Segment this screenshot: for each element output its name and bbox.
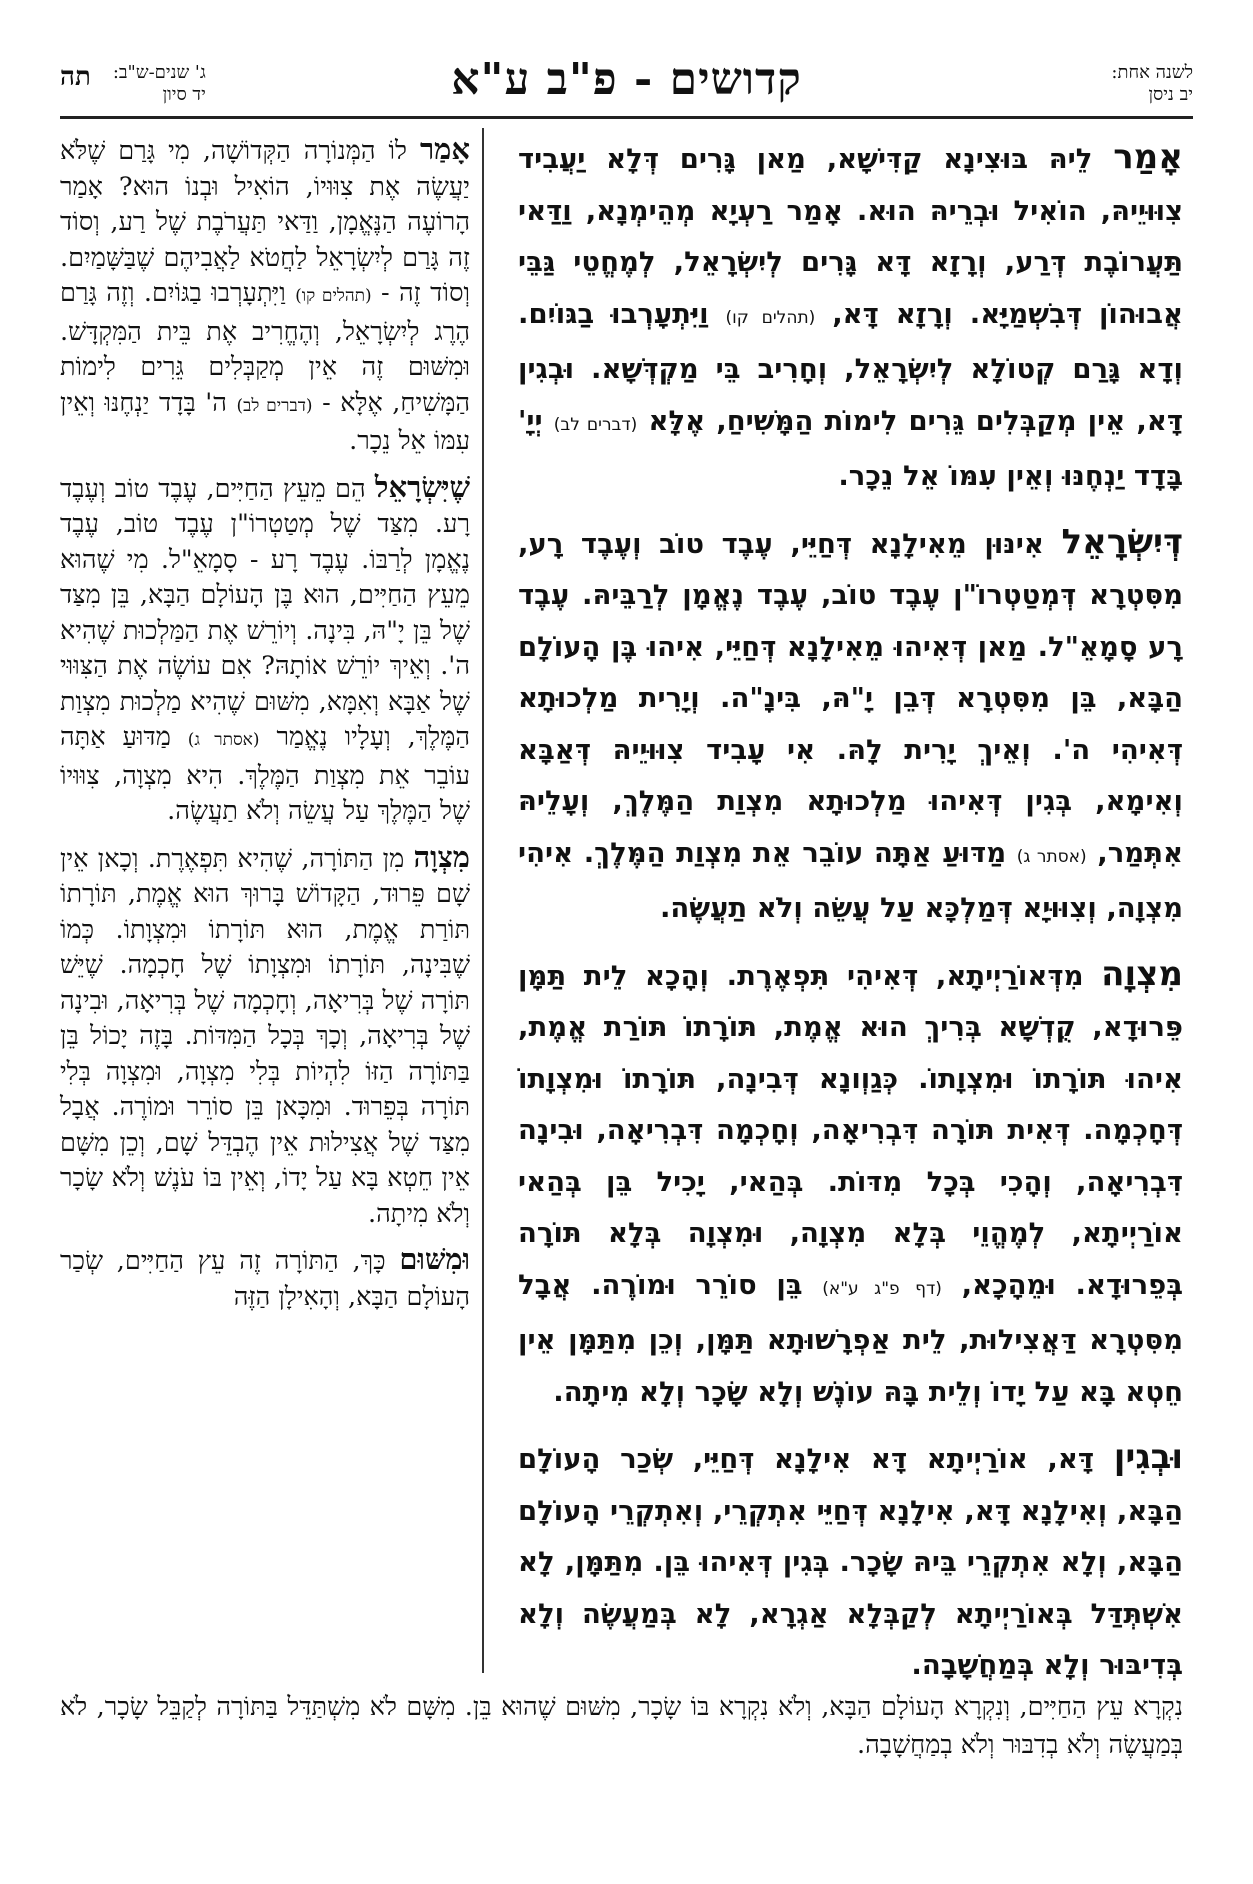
header-schedule-line1: ג' שנים-ש"ב: [112,62,206,83]
header-year-line1: לשנה אחת: [1111,62,1193,83]
source-reference: (אסתר ג) [187,730,260,750]
paragraph-lead-word: דְּיִשְׂרָאֵל [1061,521,1184,562]
main-paragraph-1 [518,132,1183,503]
paragraph-text: כָּךְ, הַתּוֹרָה זֶה עֵץ הַחַיִּים, שְׂכַר הָעוֹלָם הַבָּא, וְהָאִילָן הַזֶּה [60,1246,470,1312]
paragraph-lead-word: וּמִשּׁוּם [399,1242,471,1276]
source-reference: (דף פ"ג ע"א) [822,1278,942,1299]
source-reference: (אסתר ג) [1016,846,1087,867]
paragraph-text: לֵיהּ בּוּצִינָא קַדִּישָׁא, מַאן גָּרִים דְּלָא יַעֲבִיד צִוּוּיֵיהּ, הוֹאִיל וּבְרֵיהּ הוּא. אָמַר רַעְיָא מְהֵימְנָא, וַדַּאי תַּעֲרוֹבֶת דְּרַע, וְרָזָא דָּא גָּרִים לְיִשְׂרָאֵל, לְמֶחֱטֵי גַּבֵּי אֲבוּהוֹן דְּבִשְׁמַיָּא. וְרָזָא דָּא, [518,143,1184,330]
paragraph-lead-word: מִצְוָה [413,839,470,874]
page-number: תה [60,62,91,92]
header-schedule-info [113,62,206,106]
paragraph-text: וַיִּתְעָרְבוּ בַגּוֹיִם. וְזֶה גָּרַם הֶרֶג לְיִשְׂרָאֵל, וְהֶחֱרִיב אֶת בֵּית הַמִּקְדָּשׁ. וּמִשּׁוּם זֶה אֵין מְקַבְּלִים גֵּרִים לִימוֹת הַמָּשִׁיחַ, אֶלָּא - [60,278,470,418]
bottom-continuation [60,1688,1183,1764]
paragraph-text: ה' בָּדָד יַנְחֶנּוּ וְאֵין עִמּוֹ אֵל נֵכָר. [60,387,470,456]
page-title: קדושים - פ"ב ע"א [451,54,802,105]
translation-column [60,132,470,1325]
paragraph-text: הֵם מֵעֵץ הַחַיִּים, עֶבֶד טוֹב וְעֶבֶד רָע. מִצַּד שֶׁל מְטַטְרוֹ"ן עֶבֶד טוֹב, עֶבֶד נֶאֱמָן לְרַבּוֹ. עֶבֶד רָע - סָמָאֵ"ל. מִי שֶׁהוּא מֵעֵץ הַחַיִּים, הוּא בֶּן הָעוֹלָם הַבָּא, בֵּן מִצַּד שֶׁל בֵּן יָ"הּ, בִּינָה. וְיוֹרֵשׁ אֶת הַמַּלְכוּת שֶׁהִיא ה'. וְאֵיךְ יוֹרֵשׁ אוֹתָהּ? אִם עוֹשֶׂה אֶת הַצִּוּוּי שֶׁל אַבָּא וְאִמָּא, מִשּׁוּם שֶׁהִיא מַלְכוּת מִצְוַת הַמֶּלֶךְ, וְעָלָיו נֶאֱמַר [60,473,471,752]
paragraph-text: וַיִּתְעָרְבוּ בַגּוֹיִם. וְדָא גָּרַם קְטוֹלָא לְיִשְׂרָאֵל, וְחָרִיב בֵּי מַקְדְּשָׁא. וּבְגִין דָּא, אֵין מְקַבְּלִים גֵּרִים לִימוֹת הַמָּשִׁיחַ, אֶלָּא [518,297,1184,437]
column-divider [482,128,484,1673]
paragraph-text: מַדּוּעַ אַתָּה עוֹבֵר אֵת מִצְוַת הַמֶּלֶךְ. אִיהִי מִצְוָה, וְצִוּוּיָא דְּמַלְכָּא עַל עֲשֵׂה וְלֹא תַעֲשֶׂה. [518,836,1183,924]
main-column [518,132,1183,1706]
paragraph-text: דָּא, אוֹרַיְיתָא דָּא אִילָנָא דְּחַיֵּי, שְׂכַר הָעוֹלָם הַבָּא, וְאִילָנָא דָּא, אִילָנָא דְּחַיֵּי אִתְקְרֵי, וְאִתְקְרֵי הָעוֹלָם הַבָּא, וְלָא אִתְקְרֵי בֵּיהּ שָׂכָר. בְּגִין דְּאִיהוּ בֵּן. מִתַּמָּן, לָא אִשְׁתְּדַּל בְּאוֹרַיְיתָא לְקַבְּלָא אַגְרָא, לָא בְּמַעֲשֶׂה וְלָא בְּדִיבּוּר וְלָא בְּמַחֲשָׁבָה. [518,1443,1183,1681]
paragraph-text: יְיָ' בָּדָד יַנְחֶנּוּ וְאֵין עִמּוֹ אֵל נֵכָר. [518,404,1183,492]
page-header [60,50,1193,120]
main-paragraph-4 [518,1432,1183,1692]
paragraph-text: מִן הַתּוֹרָה, שֶׁהִיא תִּפְאֶרֶת. וְכָאן אֵין שָׁם פֵּרוּד, הַקָּדוֹשׁ בָּרוּךְ הוּא אֱמֶת, תּוֹרָתוֹ תּוֹרַת אֱמֶת, הוּא תּוֹרָתוֹ וּמִצְוָתוֹ. כְּמוֹ שֶׁבִּינָה, תּוֹרָתוֹ וּמִצְוָתוֹ שֶׁל חָכְמָה. שֶׁיֵּשׁ תּוֹרָה שֶׁל בְּרִיאָה, וְחָכְמָה שֶׁל בְּרִיאָה, וּבִינָה שֶׁל בְּרִיאָה, וְכָךְ בְּכָל הַמִּדּוֹת. בָּזֶה יָכוֹל בֵּן בַּתּוֹרָה הַזּוֹ לִהְיוֹת בְּלִי מִצְוָה, וּמִצְוָה בְּלִי תּוֹרָה בְּפֵרוּד. וּמִכָּאן בֵּן סוֹרֵר וּמוֹרֶה. אֲבָל מִצַּד שֶׁל אֲצִילוּת אֵין הֶבְדֵּל שָׁם, וְכֵן מִשָּׁם אֵין חֵטְא בָּא עַל יָדוֹ, וְאֵין בּוֹ עֹנֶשׁ וְלֹא שָׂכָר וְלֹא מִיתָה. [60,843,470,1229]
paragraph-text: בֵּן סוֹרֵר וּמוֹרֶה. אֲבָל מִסִּטְרָא דַּאֲצִילוּת, לֵית אַפְרָשׁוּתָא תַּמָּן, וְכֵן מִתַּמָּן אֵין חֵטְא בָּא עַל יָדוֹ וְלֵית בָּהּ עוֹנֶשׁ וְלָא שָׂכָר וְלָא מִיתָה. [518,1268,1183,1408]
paragraph-text: מַדּוּעַ אַתָּה עוֹבֵר אֵת מִצְוַת הַמֶּלֶךְ. הִיא מִצְוָה, צִוּוּיוֹ שֶׁל הַמֶּלֶךְ עַל עֲשֵׂה וְלֹא תַעֲשֶׂה. [60,722,470,826]
continuation-text: נִקְרָא עֵץ הַחַיִּים, וְנִקְרָא הָעוֹלָם הַבָּא, וְלֹא נִקְרָא בּוֹ שָׂכָר, מִשּׁוּם שֶׁהוּא בֵּן. מִשָּׁם לֹא מִשְׁתַּדֵּל בַּתּוֹרָה לְקַבֵּל שָׂכָר, לֹא בְּמַעֲשֶׂה וְלֹא בְדִבּוּר וְלֹא בְמַחֲשָׁבָה. [60,1692,1183,1760]
source-reference: (תהלים קו) [295,286,372,306]
paragraph-text: לוֹ הַמְּנוֹרָה הַקְּדוֹשָׁה, מִי גָּרַם שֶׁלֹּא יַעֲשֶׂה אֶת צִוּוּיוֹ, הוֹאִיל וּבְנוֹ הוּא? אָמַר הָרוֹעֶה הַנֶּאֱמָן, וַדַּאי תַּעֲרֹבֶת שֶׁל רַע, וְסוֹד זֶה גָּרַם לְיִשְׂרָאֵל לַחֲטֹא לַאֲבִיהֶם שֶׁבַּשָּׁמַיִם. וְסוֹד זֶה - [60,136,470,308]
header-left-block [60,62,206,106]
main-paragraph-2 [518,517,1183,935]
side-paragraph-1 [60,132,470,460]
header-schedule-line2: יד סיון [162,84,206,105]
source-reference: (דברים לב) [553,414,638,435]
header-year-line2: יב ניסן [1148,84,1193,105]
paragraph-lead-word: אָמַר [419,132,470,166]
paragraph-text: מִדְּאוֹרַיְיתָא, דְּאִיהִי תִּפְאֶרֶת. וְהָכָא לֵית תַּמָּן פֵּרוּדָא, קֻדְשָׁא בְּרִיךְ הוּא אֱמֶת, תּוֹרָתוֹ תּוֹרַת אֱמֶת, אִיהוּ תּוֹרָתוֹ וּמִצְוָתוֹ. כְּגַוְונָא דְּבִינָה, תּוֹרָתוֹ וּמִצְוָתוֹ דְּחָכְמָה. דְּאִית תּוֹרָה דִּבְרִיאָה, וְחָכְמָה דִּבְרִיאָה, וּבִינָה דִּבְרִיאָה, וְהָכִי בְּכָל מִדּוֹת. בְּהַאי, יָכִיל בֵּן בְּהַאי אוֹרַיְיתָא, לְמֶהֱוֵי בְּלָא מִצְוָה, וּמִצְוָה בְּלָא תּוֹרָה בְּפֵרוּדָא. וּמֵהָכָא, [518,959,1184,1301]
paragraph-lead-word: מִצְוָה [1101,953,1183,994]
source-reference: (תהלים קו) [725,307,816,328]
header-rule [60,116,1193,119]
side-paragraph-2 [60,470,470,830]
paragraph-lead-word: שֶׁיִּשְׂרָאֵל [374,469,470,504]
source-reference: (דברים לב) [236,395,313,416]
paragraph-text: אִינּוּן מֵאִילָנָא דְּחַיֵּי, עֶבֶד טוֹב וְעֶבֶד רָע, מִסִּטְרָא דְּמְטַטְרוֹ"ן עֶבֶד טוֹב, עֶבֶד נֶאֱמָן לְרַבֵּיהּ. עֶבֶד רָע סָמָאֵ"ל. מַאן דְּאִיהוּ מֵאִילָנָא דְּחַיֵּי, אִיהוּ בֶּן הָעוֹלָם הַבָּא, בֵּן מִסִּטְרָא דְּבֵן יָ"הּ, בִּינָ"ה. וְיָרִית מַלְכוּתָא דְּאִיהִי ה'. וְאֵיךְ יָרִית לָהּ. אִי עָבִיד צִוּוּיֵיהּ דְּאַבָּא וְאִימָא, בְּגִין דְּאִיהוּ מַלְכוּתָא מִצְוַת הַמֶּלֶךְ, וְעָלֵיהּ אִתְּמַר, [518,527,1184,869]
side-paragraph-3 [60,840,470,1233]
paragraph-lead-word: וּבְגִין [1113,1437,1184,1477]
paragraph-lead-word: אָמַר [1113,137,1184,177]
side-paragraph-4 [60,1242,470,1315]
main-paragraph-3 [518,949,1183,1419]
